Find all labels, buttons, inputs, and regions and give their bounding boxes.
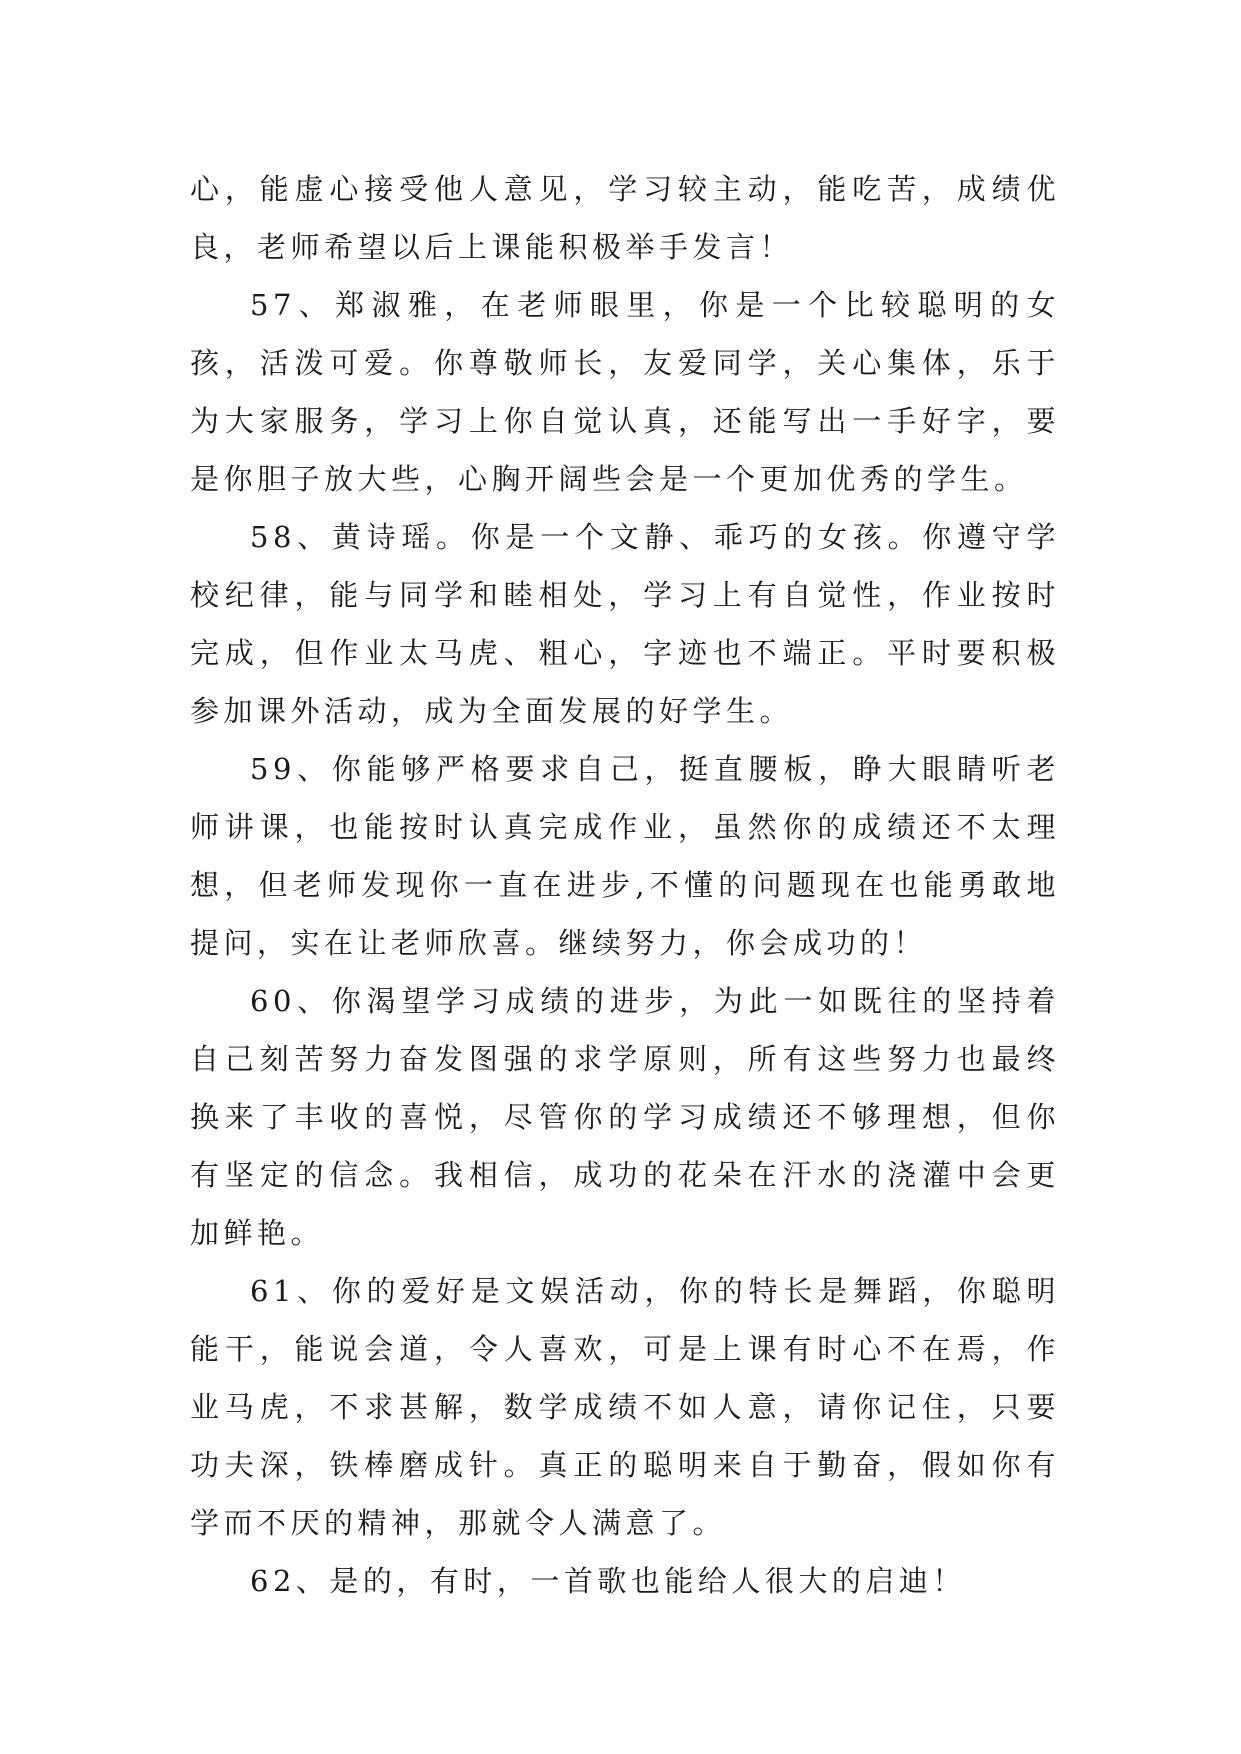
paragraph-comment-62: 62、是的，有时，一首歌也能给人很大的启迪！ <box>250 1564 966 1598</box>
paragraph-comment-59: 59、你能够严格要求自己，挺直腰板，睁大眼睛听老师讲课，也能按时认真完成作业，虽然你的成绩还不太理想，但老师发现你一直在进步,不懂的问题现在也能勇敢地提问，实在让老师欣喜。继续努力，你会成功的！ <box>190 752 1060 960</box>
paragraph-comment-57: 57、郑淑雅，在老师眼里，你是一个比较聪明的女孩，活泼可爱。你尊敬师长，友爱同学，关心集体，乐于为大家服务，学习上你自觉认真，还能写出一手好字，要是你胆子放大些，心胸开阔些会是一个更加优秀的学生。 <box>190 288 1060 496</box>
paragraph-comment-58: 58、黄诗瑶。你是一个文静、乖巧的女孩。你遵守学校纪律，能与同学和睦相处，学习上有自觉性，作业按时完成，但作业太马虎、粗心，字迹也不端正。平时要积极参加课外活动，成为全面发展的好学生。 <box>190 520 1060 728</box>
paragraph-comment-60: 60、你渴望学习成绩的进步，为此一如既往的坚持着自己刻苦努力奋发图强的求学原则，所有这些努力也最终换来了丰收的喜悦，尽管你的学习成绩还不够理想，但你有坚定的信念。我相信，成功的花朵在汗水的浇灌中会更加鲜艳。 <box>190 984 1060 1250</box>
paragraph-comment-61: 61、你的爱好是文娱活动，你的特长是舞蹈，你聪明能干，能说会道，令人喜欢，可是上课有时心不在焉，作业马虎，不求甚解，数学成绩不如人意，请你记住，只要功夫深，铁棒磨成针。真正的聪明来自于勤奋，假如你有学而不厌的精神，那就令人满意了。 <box>190 1274 1060 1540</box>
document-page <box>190 160 1060 1610</box>
paragraph-continuation: 心，能虚心接受他人意见，学习较主动，能吃苦，成绩优良，老师希望以后上课能积极举手发言！ <box>190 172 1060 264</box>
